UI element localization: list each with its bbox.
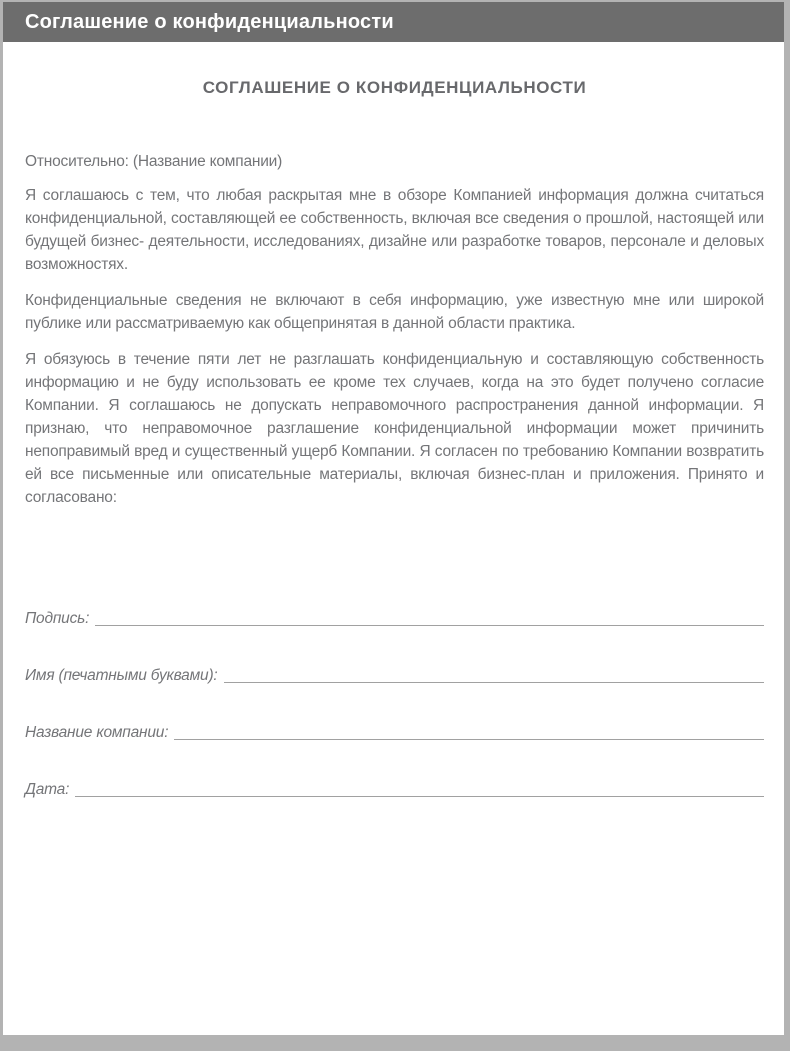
date-label: Дата: (25, 781, 70, 798)
printed-name-field[interactable] (224, 668, 764, 683)
section-header-title: Соглашение о конфиденциальности (25, 10, 394, 33)
document-page (3, 2, 784, 1035)
regarding-line: Относительно: (Название компании) (25, 153, 283, 170)
signature-field[interactable] (95, 611, 764, 626)
date-row (25, 781, 764, 799)
document-title: СОГЛАШЕНИЕ О КОНФИДЕНЦИАЛЬНОСТИ (202, 78, 587, 97)
paragraph-exclusions: Конфиденциальные сведения не включают в себя информацию, уже известную мне или широкой публике или рассматриваемую как общепринятая в данной области практика. (25, 292, 764, 332)
paragraph-disclosure: Я соглашаюсь с тем, что любая раскрытая мне в обзоре Компанией информация должна считаться конфиденциальной, составляющей ее собственность, включая все сведения о прошлой, настоящей или будущей бизнес- деятельности, исследованиях, дизайне или разработке товаров, персонале и деловых возможностях. (25, 187, 764, 273)
document-content (3, 78, 784, 799)
signature-section (25, 610, 764, 799)
signature-label: Подпись: (25, 610, 90, 627)
printed-name-label: Имя (печатными буквами): (25, 667, 218, 684)
signature-row (25, 610, 764, 628)
date-field[interactable] (75, 782, 764, 797)
printed-name-row (25, 667, 764, 685)
company-name-field[interactable] (174, 725, 764, 740)
company-name-row (25, 724, 764, 742)
company-name-label: Название компании: (25, 724, 169, 741)
section-header-bar (3, 2, 784, 42)
paragraph-obligations: Я обязуюсь в течение пяти лет не разглашать конфиденциальную и составляющую собственность информацию и не буду использовать ее кроме тех случаев, когда на это будет получено согласие Компании. Я соглашаюсь не допускать неправомочного распространения данной информации. Я признаю, что неправомочное разглашение конфиденциальной информации может причинить непоправимый вред и существенный ущерб Компании. Я согласен по требованию Компании возвратить ей все письменные или описательные материалы, включая бизнес-план и приложения. Принято и согласовано: (25, 351, 764, 506)
